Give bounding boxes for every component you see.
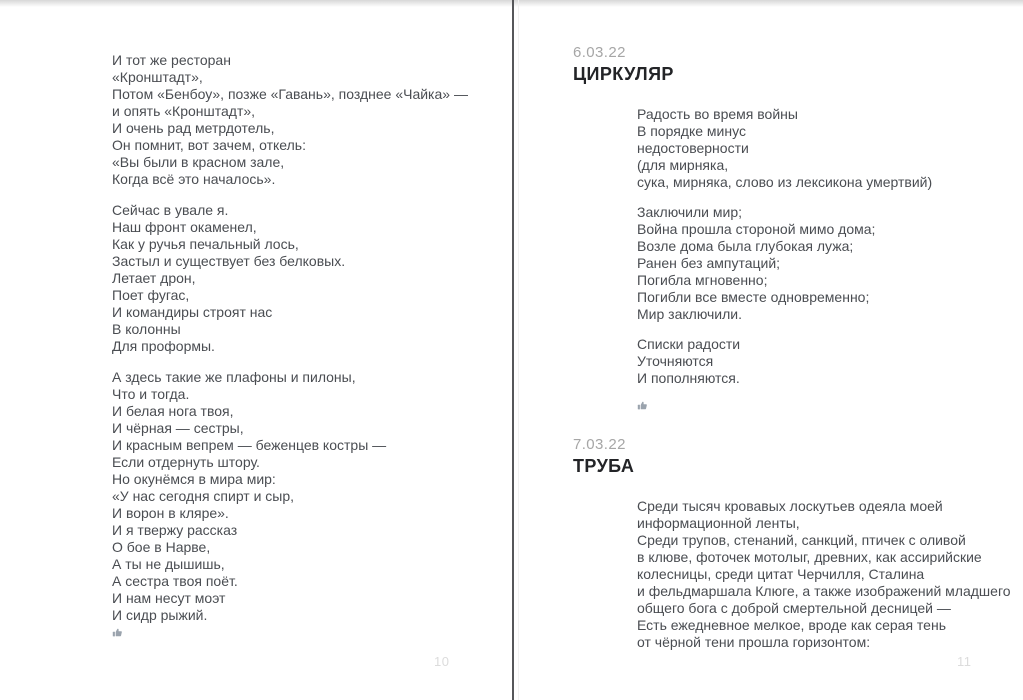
section-title: ТРУБА [573,456,635,476]
poem-line: В порядке минус [637,123,746,139]
poem-line: А сестра твоя поёт. [112,573,238,589]
right-sections [573,44,1013,664]
poem-line: колесницы, среди цитат Черчилля, Сталина [637,566,925,582]
poem-line: «Кронштадт», [112,69,203,85]
poem-line: Погибли все вместе одновременно; [637,289,870,305]
poem-line: Ранен без ампутаций; [637,255,781,271]
poem-line: Он помнит, вот зачем, откель: [112,137,306,153]
poem-line: Потом «Бенбоу», позже «Гавань», позднее «Чайка» — [112,86,468,102]
poem-line: И ворон в кляре». [112,505,229,521]
like-icon [112,627,123,638]
section-date: 7.03.22 [573,436,626,453]
poem-line: Уточняются [637,353,714,369]
left-poem [112,52,468,638]
poem-line: И пополняются. [637,370,740,386]
poem-line: Наш фронт окаменел, [112,219,257,235]
poem-line: Списки радости [637,336,741,352]
poem-line: «Вы были в красном зале, [112,154,285,170]
stanza [112,369,468,624]
poem-line: Но окунёмся в мира мир: [112,471,276,487]
section-poem [637,106,1013,411]
stanza [112,52,468,188]
poem-line: В колонны [112,321,181,337]
poem-line: И я твержу рассказ [112,522,238,538]
stanza [637,498,1013,651]
poem-line: И сидр рыжий. [112,607,208,623]
section-title: ЦИРКУЛЯР [573,64,674,84]
poem-line: в клюве, фоточек мотолыг, древних, как ассирийские [637,549,982,565]
poem-line: Застыл и существует без белковых. [112,253,346,269]
poem-line: Среди трупов, стенаний, санкций, птичек с оливой [637,532,966,548]
poem-line: Как у ручья печальный лось, [112,236,299,252]
poem-line: И очень рад метрдотель, [112,120,275,136]
poem-line: информационной ленты, [637,515,800,531]
poem-line: Поет фугас, [112,287,190,303]
poem-line: Мир заключили. [637,306,742,322]
poem-line: И командиры строят нас [112,304,273,320]
poem-line: А здесь такие же плафоны и пилоны, [112,369,356,385]
poem-line: Радость во время войны [637,106,798,122]
poem-line: общего бога с доброй смертельной десницей — [637,600,951,616]
page-number-left: 10 [434,654,450,669]
poem-line: и опять «Кронштадт», [112,103,256,119]
poem-line: Для проформы. [112,338,215,354]
poem-line: Заключили мир; [637,204,742,220]
poem-line: И чёрная — сестры, [112,420,244,436]
section-date: 6.03.22 [573,44,626,61]
poem-line: О бое в Нарве, [112,539,211,555]
poem-line: И красным вепрем — беженцев костры — [112,437,387,453]
stanza [637,204,1013,323]
poem-line: (для мирняка, [637,157,729,173]
page-number-right: 11 [957,654,972,669]
section-poem [637,498,1013,651]
poem-line: А ты не дышишь, [112,556,225,572]
poem-line: И тот же ресторан [112,52,231,68]
like-icon [637,400,648,411]
poem-line: от чёрной тени прошла горизонтом: [637,634,871,650]
poem-line: сука, мирняка, слово из лексикона умертвий) [637,174,933,190]
poem-section [573,436,1013,651]
stanza [112,202,468,355]
poem-line: и фельдмаршала Клюге, а также изображений младшего [637,583,1011,599]
poem-line: И белая нога твоя, [112,403,234,419]
poem-line: Что и тогда. [112,386,190,402]
poem-line: Погибла мгновенно; [637,272,768,288]
poem-line: «У нас сегодня спирт и сыр, [112,488,295,504]
poem-line: Есть ежедневное мелкое, вроде как серая тень [637,617,946,633]
poem-line: Среди тысяч кровавых лоскутьев одеяла моей [637,498,943,514]
poem-line: И нам несут моэт [112,590,226,606]
poem-section [573,44,1013,411]
poem-line: Возле дома была глубокая лужа; [637,238,854,254]
poem-line: недостоверности [637,140,749,156]
poem-line: Летает дрон, [112,270,196,286]
stanza [637,336,1013,387]
poem-line: Когда всё это началось». [112,171,276,187]
poem-line: Сейчас в увале я. [112,202,229,218]
stanza [637,106,1013,191]
right-page [514,0,1023,700]
poem-line: Война прошла стороной мимо дома; [637,221,876,237]
poem-line: Если отдернуть штору. [112,454,260,470]
